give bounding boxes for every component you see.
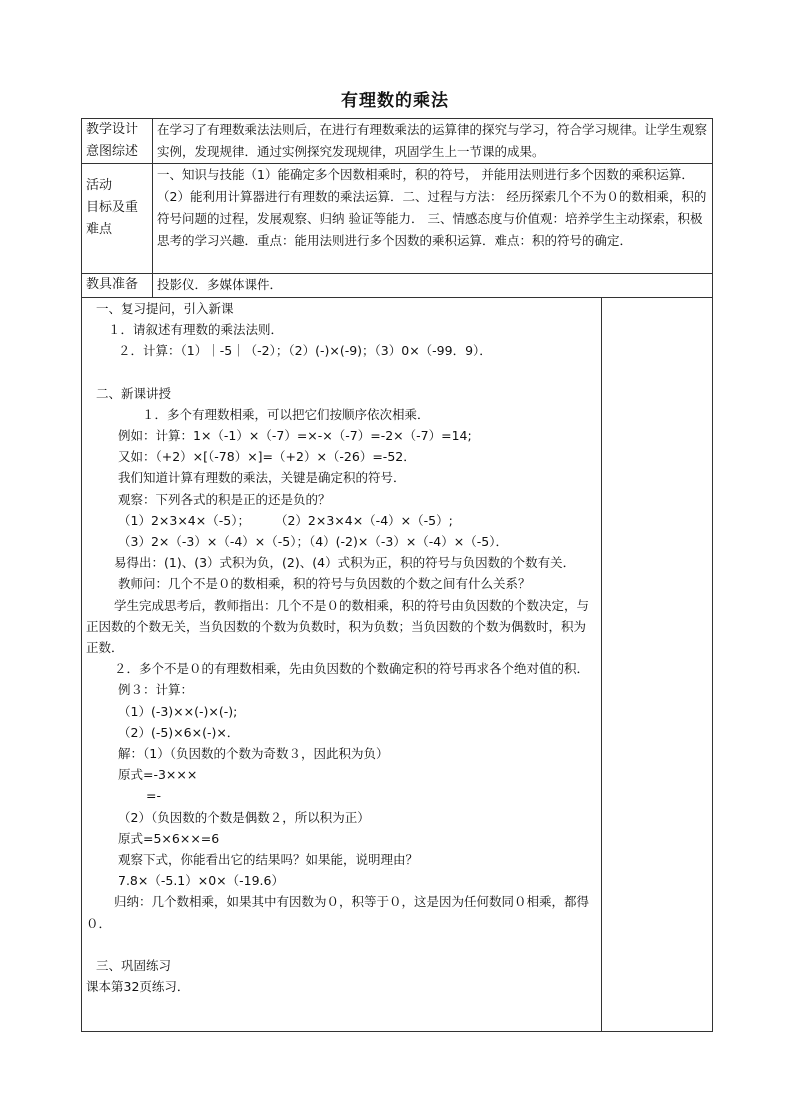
- goals-label-line2: 目标及重: [86, 200, 139, 215]
- original-expr-1-result: =-: [146, 788, 161, 804]
- example-line-2: 又如：（+2）×[（-78）×]=（+2）×（-26）=-52．: [118, 449, 416, 465]
- review-question-1: １．请叙述有理数的乘法法则．: [108, 322, 284, 338]
- review-question-2: ２．计算：（1）｜-5｜（-2）；（2）(-)×(-9)；（3）0×（-99．9）．: [118, 343, 492, 359]
- formula-5: 7.8×（-5.1）×0×（-19.6）: [118, 873, 284, 889]
- observe-prompt-2: 观察下式，你能看出它的结果吗？如果能，说明理由？: [118, 852, 419, 868]
- formula-1-2: （1）2×3×4×（-5）； （2）2×3×4×（-4）×（-5）;: [118, 512, 453, 528]
- section-practice-heading: 三、巩固练习: [96, 957, 172, 973]
- prep-text: 投影仪．多媒体课件．: [153, 274, 713, 298]
- example-line-1: 例如：计算：1×（-1）×（-7）=×-×（-7）=-2×（-7）=14;: [118, 428, 472, 444]
- process-content: [82, 298, 602, 1032]
- row-intent: [82, 119, 713, 164]
- original-expr-2: 原式=5×6××=6: [118, 830, 220, 846]
- summary: 归纳：几个数相乘，如果其中有因数为０，积等于０，这是因为任何数同０相乘，都得０．: [86, 894, 590, 931]
- prep-label: 教具准备: [82, 274, 153, 298]
- spacer: [86, 362, 597, 383]
- section-new-lesson-heading: 二、新课讲授: [96, 385, 172, 401]
- example-3-item-2: （2）(-5)×6×(-)×．: [118, 724, 240, 740]
- page-title: 有理数的乘法: [341, 91, 449, 111]
- formula-3-4: （3）2×（-3）×（-4）×（-5）；（4）(-2)×（-3）×（-4）×（-5）．: [118, 534, 508, 550]
- row-prep: [82, 274, 713, 298]
- point-2: ２．多个不是０的有理数相乘，先由负因数的个数确定积的符号再求各个绝对值的积．: [114, 661, 590, 677]
- teacher-question: 教师问：几个不是０的数相乘，积的符号与负因数的个数之间有什么关系？: [118, 576, 531, 592]
- notes-column: [602, 298, 713, 1032]
- row-goals: [82, 164, 713, 274]
- solution-2: （2）（负因数的个数是偶数２，所以积为正）: [118, 809, 370, 825]
- row-process: [82, 298, 713, 1032]
- homework-line: 课本第32页练习．: [86, 979, 190, 995]
- example-3-item-1: （1）(-3)××(-)×(-);: [118, 703, 238, 719]
- easy-conclusion: 易得出：(1)、(3）式积为负，(2)、(4）式积为正，积的符号与负因数的个数有关．: [114, 555, 576, 571]
- goals-label-line3: 难点: [86, 222, 113, 237]
- solution-1: 解：（1）（负因数的个数为奇数３，因此积为负）: [118, 746, 389, 762]
- original-expr-1: 原式=-3×××: [118, 767, 198, 783]
- section-review-heading: 一、复习提问，引入新课: [96, 301, 234, 316]
- observe-prompt: 观察：下列各式的积是正的还是负的？: [118, 491, 331, 507]
- spacer: [86, 934, 597, 955]
- intent-label-cell: [82, 119, 153, 164]
- teacher-answer: 学生完成思考后，教师指出：几个不是０的数相乘，积的符号由负因数的个数决定，与正因数的个数无关，当负因数的个数为负数时，积为负数；当负因数的个数为偶数时，积为正数．: [86, 597, 590, 656]
- point-1: １．多个有理数相乘，可以把它们按顺序依次相乘．: [142, 406, 430, 422]
- goals-text: 一、知识与技能（1）能确定多个因数相乘时，积的符号， 并能用法则进行多个因数的乘积运算．（2）能利用计算器进行有理数的乘法运算．二、过程与方法： 经历探索几个不为０的数相乘，积的符号问题的过程，发展观察、归纳 验证等能力． 三、情感态度与价值观：培养学生主动探索，积极思考的学习兴趣．重点：能用法则进行多个因数的乘积运算．难点：积的符号的确定．: [153, 164, 713, 274]
- goals-label-line1: 活动: [86, 178, 113, 193]
- intent-text: 在学习了有理数乘法法则后，在进行有理数乘法的运算律的探究与学习，符合学习规律。让学生观察实例，发现规律．通过实例探究发现规律，巩固学生上一节课的成果。: [153, 119, 713, 164]
- key-statement: 我们知道计算有理数的乘法，关键是确定积的符号．: [118, 470, 406, 486]
- example-3-heading: 例３：计算：: [118, 682, 194, 698]
- intent-label-line1: 教学设计: [86, 122, 139, 137]
- lesson-plan-table: [81, 118, 713, 1032]
- intent-label-line2: 意图综述: [86, 144, 139, 159]
- goals-label-cell: [82, 164, 153, 274]
